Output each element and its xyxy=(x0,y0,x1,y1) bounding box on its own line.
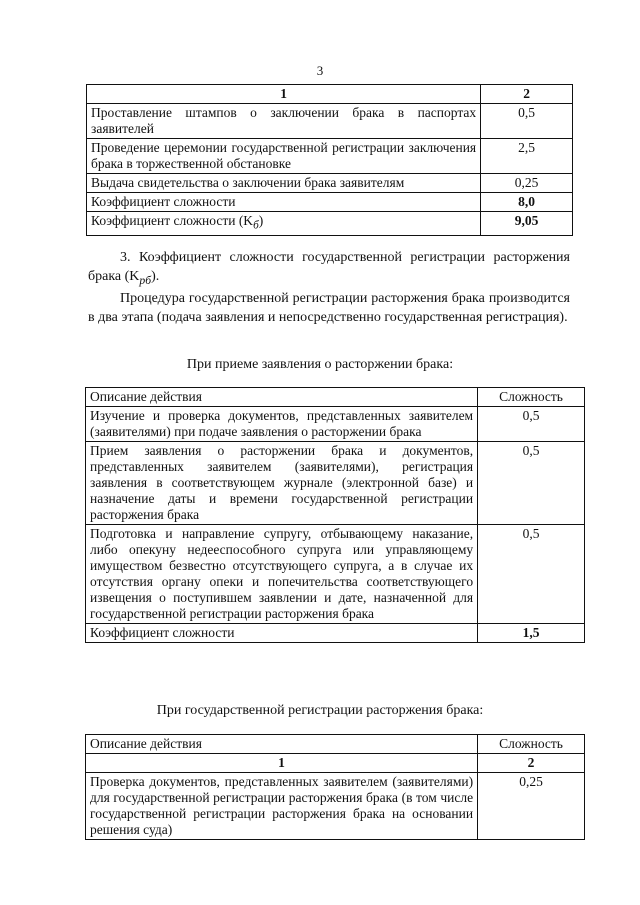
action-description: Прием заявления о расторжении брака и документов, представленных заявителем (заявителями), регистрация заявления в соответствующем журнале (электронной базе) и назначение даты и времени государственной регистрации расторжения брака xyxy=(86,442,478,525)
complexity-value: 2,5 xyxy=(481,139,573,174)
action-description: Изучение и проверка документов, представленных заявителем (заявителями) при подаче заявления о расторжении брака xyxy=(86,407,478,442)
formula-subscript: б xyxy=(253,219,259,232)
complexity-table-registration xyxy=(85,734,585,840)
complexity-value: 0,5 xyxy=(478,442,585,525)
complexity-table-marriage xyxy=(86,84,573,236)
caption-application: При приеме заявления о расторжении брака: xyxy=(186,357,454,372)
action-description: Выдача свидетельства о заключении брака заявителям xyxy=(87,174,481,193)
table-subheader-row xyxy=(86,754,585,773)
formula-subscript: рб xyxy=(139,273,152,287)
complexity-value: 0,25 xyxy=(478,773,585,840)
table-row xyxy=(87,174,573,193)
table-row xyxy=(86,525,585,624)
column-header: 2 xyxy=(481,85,573,104)
action-description: Проведение церемонии государственной регистрации заключения брака в торжественной обстановке xyxy=(87,139,481,174)
table-header-row xyxy=(86,388,585,407)
action-description: Подготовка и направление супругу, отбывающему наказание, либо опекуну недееспособного супруга или управляющему имуществом безвестно отсутствующего супруга, а в случае их отсутствия органу опеки и попечительства соответствующего извещения о поступившем заявлении и дате, назначенной для государственной регистрации расторжения брака xyxy=(86,525,478,624)
table-total-row xyxy=(86,624,585,643)
total-label: Коэффициент сложности xyxy=(86,624,478,643)
table-row xyxy=(87,212,573,236)
section-heading-end: ). xyxy=(151,269,160,284)
column-header: Описание действия xyxy=(86,735,478,754)
table-row xyxy=(86,442,585,525)
column-header: Сложность xyxy=(478,388,585,407)
table-row xyxy=(87,139,573,174)
complexity-value: 8,0 xyxy=(481,193,573,212)
page-number: 3 xyxy=(316,63,324,78)
column-number: 1 xyxy=(86,754,478,773)
procedure-paragraph: Процедура государственной регистрации расторжения брака производится в два этапа (подача заявления и непосредственно государственная регистрация). xyxy=(88,291,570,325)
table-header-row xyxy=(87,85,573,104)
action-description xyxy=(87,212,481,236)
formula-text: Коэффициент сложности (K xyxy=(91,213,254,228)
column-header: 1 xyxy=(87,85,481,104)
complexity-value: 0,5 xyxy=(478,525,585,624)
table-row xyxy=(86,773,585,840)
column-header: Описание действия xyxy=(86,388,478,407)
action-description: Проставление штампов о заключении брака в паспортах заявителей xyxy=(87,104,481,139)
caption-registration: При государственной регистрации расторжения брака: xyxy=(156,703,484,718)
table-header-row xyxy=(86,735,585,754)
column-number: 2 xyxy=(478,754,585,773)
complexity-value: 0,5 xyxy=(481,104,573,139)
action-description: Коэффициент сложности xyxy=(87,193,481,212)
complexity-value: 9,05 xyxy=(481,212,573,236)
action-description: Проверка документов, представленных заявителем (заявителями) для государственной регистрации расторжения брака (в том числе государственной регистрации расторжения брака на основании решения суда) xyxy=(86,773,478,840)
section-heading-text: 3. Коэффициент сложности государственной регистрации расторжения брака (K xyxy=(88,250,570,284)
column-header: Сложность xyxy=(478,735,585,754)
total-value: 1,5 xyxy=(478,624,585,643)
formula-text-end: ) xyxy=(258,213,264,228)
table-row xyxy=(87,104,573,139)
table-row xyxy=(86,407,585,442)
complexity-table-application xyxy=(85,387,585,643)
section-heading xyxy=(88,248,570,290)
complexity-value: 0,5 xyxy=(478,407,585,442)
table-row xyxy=(87,193,573,212)
complexity-value: 0,25 xyxy=(481,174,573,193)
